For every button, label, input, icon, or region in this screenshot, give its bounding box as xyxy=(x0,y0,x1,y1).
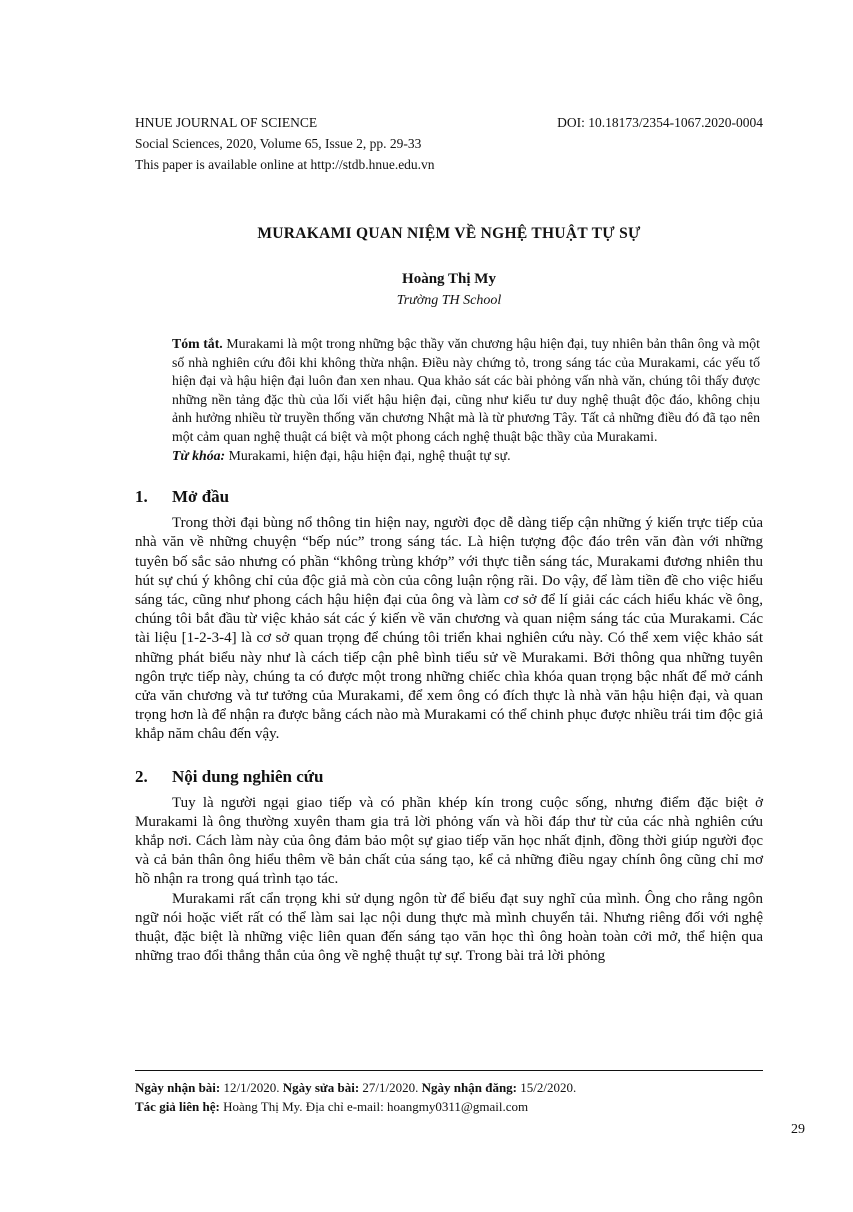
doi-text: DOI: 10.18173/2354-1067.2020-0004 xyxy=(557,115,763,130)
keywords-label: Từ khóa: xyxy=(172,447,226,463)
keywords-text: Murakami, hiện đại, hậu hiện đại, nghệ thuật tự sự. xyxy=(228,447,511,463)
accepted-value: 15/2/2020. xyxy=(520,1080,577,1095)
issue-info: Social Sciences, 2020, Volume 65, Issue 2, pp. 29-33 xyxy=(135,136,422,151)
section-1-paragraph-1: Trong thời đại bùng nổ thông tin hiện nay, người đọc dễ dàng tiếp cận những ý kiến trực tiếp của nhà văn về những chuyện “bếp núc” trong sáng tác. Là hiện tượng độc đáo trên văn đàn với những tuyên bố sắc sảo nhưng có phần “không trùng khớp” với thực tiễn sáng tác, Murakami đương nhiên thu hút sự chú ý không chỉ của độc giả mà còn của công luận rộng rãi. Do vậy, để làm tiền đề cho việc hiểu sáng tác, cũng như phong cách hậu hiện đại của ông và làm cơ sở để lí giải các cách hiểu khác về ông, chúng tôi bắt đầu từ việc khảo sát các ý kiến về văn chương và quan niệm sáng tác của Murakami. Các tài liệu [1-2-3-4] là cơ sở quan trọng để chúng tôi triển khai nghiên cứu này. Có thể xem việc khảo sát những phát biểu này như là cách tiếp cận phê bình tiểu sử về Murakami. Bởi thông qua những tuyên ngôn trực tiếp này, chúng ta có được một trong những chiếc chìa khóa quan trọng bậc nhất để mở cánh cửa văn chương và tư tưởng của Murakami, để xem ông có đích thực là nhà văn hậu hiện đại, và quan trọng hơn là để nhận ra được bằng cách nào mà Murakami có thể chinh phục được nhiều trái tim độc giả khắp năm châu đến vậy. xyxy=(135,515,763,743)
revised-label: Ngày sửa bài: xyxy=(282,1080,360,1095)
page-number: 29 xyxy=(791,1122,805,1137)
section-number: 1. xyxy=(135,487,148,507)
journal-header xyxy=(135,112,763,175)
paper-title: MURAKAMI QUAN NIỆM VỀ NGHỆ THUẬT TỰ SỰ xyxy=(257,225,641,242)
journal-header-row xyxy=(135,112,763,133)
abstract-label: Tóm tắt. xyxy=(172,336,223,351)
accepted-label: Ngày nhận đăng: xyxy=(421,1080,518,1095)
contact-label: Tác giả liên hệ: xyxy=(135,1099,220,1114)
section-2-paragraph-1: Tuy là người ngại giao tiếp và có phần khép kín trong cuộc sống, nhưng điểm đặc biệt ở Murakami là ông thường xuyên tham gia trả lời phỏng vấn và hồi đáp thư từ của các nhà nghiên cứu khắp nơi. Cách làm này của ông đảm bảo một sự giao tiếp văn học nhất định, đồng thời giúp người đọc và cả bản thân ông hiểu thêm về bản chất của sáng tạo, kể cả những điều ngay chính ông cũng chỉ mơ hồ nhận ra trong quá trình tạo tác. xyxy=(135,794,763,888)
section-title: Mở đầu xyxy=(172,487,230,507)
received-value: 12/1/2020. xyxy=(223,1080,280,1095)
abstract-block xyxy=(172,335,760,465)
section-title: Nội dung nghiên cứu xyxy=(172,766,324,786)
section-heading-1 xyxy=(135,487,763,507)
journal-name: HNUE JOURNAL OF SCIENCE xyxy=(135,115,318,130)
section-heading-2 xyxy=(135,767,763,787)
abstract-text: Murakami là một trong những bậc thầy văn chương hậu hiện đại, tuy nhiên bản thân ông và một số nhà nghiên cứu đôi khi không thừa nhận. Điều này chứng tỏ, trong sáng tác của Murakami, các yếu tố hiện đại và hậu hiện đại luôn đan xen nhau. Qua khảo sát các bài phỏng vấn nhà văn, chúng tôi thấy được những nền tảng đặc thù của lối viết hậu hiện đại, cũng như kiểu tư duy nghệ thuật độc đáo, không chịu ảnh hưởng nhiều từ truyền thống văn chương Nhật mà là từ phương Tây. Tất cả những điều đó đã tạo nên một cảm quan nghệ thuật cá biệt và một phong cách nghệ thuật bậc thầy của Murakami. xyxy=(172,336,761,444)
revised-value: 27/1/2020. xyxy=(362,1080,419,1095)
abstract-paragraph xyxy=(172,335,760,447)
received-label: Ngày nhận bài: xyxy=(135,1080,221,1095)
author-affiliation: Trường TH School xyxy=(396,293,502,308)
section-number: 2. xyxy=(135,766,148,786)
author-name: Hoàng Thị My xyxy=(402,271,496,287)
contact-line xyxy=(135,1097,763,1116)
availability-note: This paper is available online at http://stdb.hnue.edu.vn xyxy=(135,157,435,172)
contact-value: Hoàng Thị My. Địa chỉ e-mail: hoangmy0311@gmail.com xyxy=(223,1099,529,1114)
section-2-paragraph-2: Murakami rất cẩn trọng khi sử dụng ngôn từ để biểu đạt suy nghĩ của mình. Ông cho rằng ngôn ngữ nói hoặc viết rất có thể làm sai lạc nội dung thực mà mình chuyển tải. Nhưng riêng đối với nghệ thuật, đặc biệt là những việc liên quan đến sáng tạo văn học thì ông hoàn toàn cởi mở, thể hiện qua những trao đổi thẳng thắn của ông về nghệ thuật tự sự. Trong bài trả lời phỏng xyxy=(135,890,763,965)
footnote-block xyxy=(135,1070,763,1116)
dates-line xyxy=(135,1078,763,1097)
keywords-line xyxy=(172,447,760,466)
